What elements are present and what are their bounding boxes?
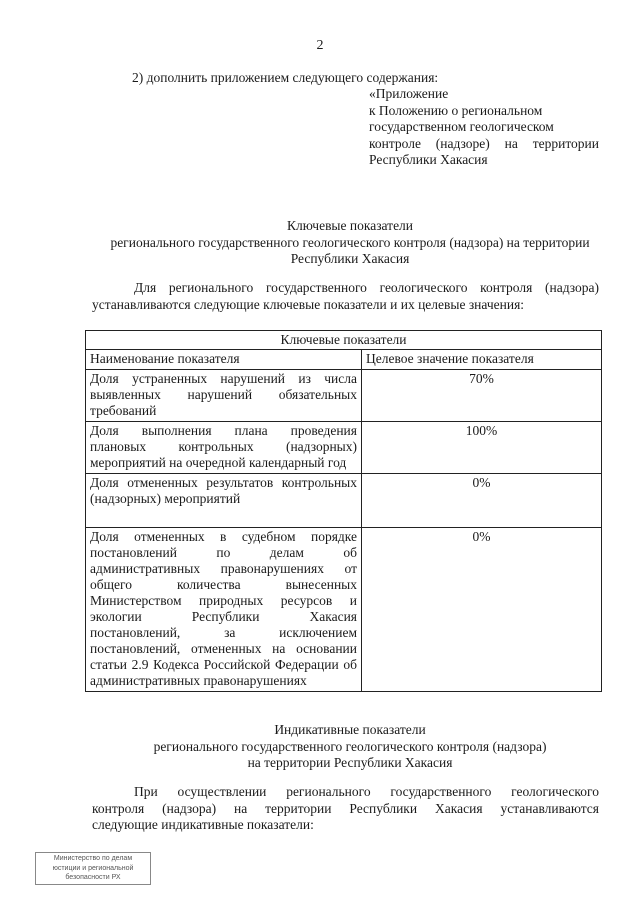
indicator-value: 70% <box>362 370 602 422</box>
table-row <box>86 528 602 692</box>
indicator-value: 0% <box>362 474 602 528</box>
indicator-name: Доля устраненных нарушений из числа выявленных нарушений обязательных требований <box>86 370 362 422</box>
appendix-line: контроле (надзоре) на территории <box>369 135 599 151</box>
table-header-target: Целевое значение показателя <box>362 350 602 370</box>
table-row <box>86 370 602 422</box>
indicative-indicators-paragraph: При осуществлении регионального государственного геологического контроля (надзора) на территории Республики Хакасия устанавливаются следующие индикативные показатели: <box>92 784 599 832</box>
appendix-line: государственном геологическом <box>369 119 554 134</box>
appendix-line: «Приложение <box>369 86 449 101</box>
indicative-indicators-title: Индикативные показатели регионального государственного геологического контроля (надзора) на территории Республики Хакасия <box>153 722 547 770</box>
key-indicators-paragraph: Для регионального государственного геологического контроля (надзора) устанавливаются следующие ключевые показатели и их целевые значения: <box>92 280 599 312</box>
table-header-name: Наименование показателя <box>86 350 362 370</box>
key-indicators-table <box>85 330 602 692</box>
indicator-name: Доля выполнения плана проведения плановых контрольных (надзорных) мероприятий на очередной календарный год <box>86 422 362 474</box>
amendment-intro: 2) дополнить приложением следующего содержания: <box>132 70 439 85</box>
table-row <box>86 422 602 474</box>
appendix-header <box>369 86 599 169</box>
table-row <box>86 474 602 528</box>
appendix-line: к Положению о региональном <box>369 102 543 118</box>
appendix-line: Республики Хакасия <box>369 152 488 167</box>
indicator-name: Доля отмененных в судебном порядке постановлений по делам об административных правонарушениях от общего количества вынесенных Министерством природных ресурсов и экологии Республики Хакасия постановлений, за исключением постановлений, отмененных на основании статьи 2.9 Кодекса Российской Федерации об административных правонарушениях <box>86 528 362 692</box>
indicator-value: 100% <box>362 422 602 474</box>
page-number: 2 <box>316 38 324 53</box>
table-caption: Ключевые показатели <box>86 331 602 350</box>
indicator-value: 0% <box>362 528 602 692</box>
registration-stamp: Министерство по делам юстиции и региональной безопасности РХ <box>35 852 151 885</box>
indicator-name: Доля отмененных результатов контрольных (надзорных) мероприятий <box>86 474 362 528</box>
key-indicators-title: Ключевые показатели регионального государственного геологического контроля (надзора) на территории Республики Хакасия <box>110 218 590 266</box>
